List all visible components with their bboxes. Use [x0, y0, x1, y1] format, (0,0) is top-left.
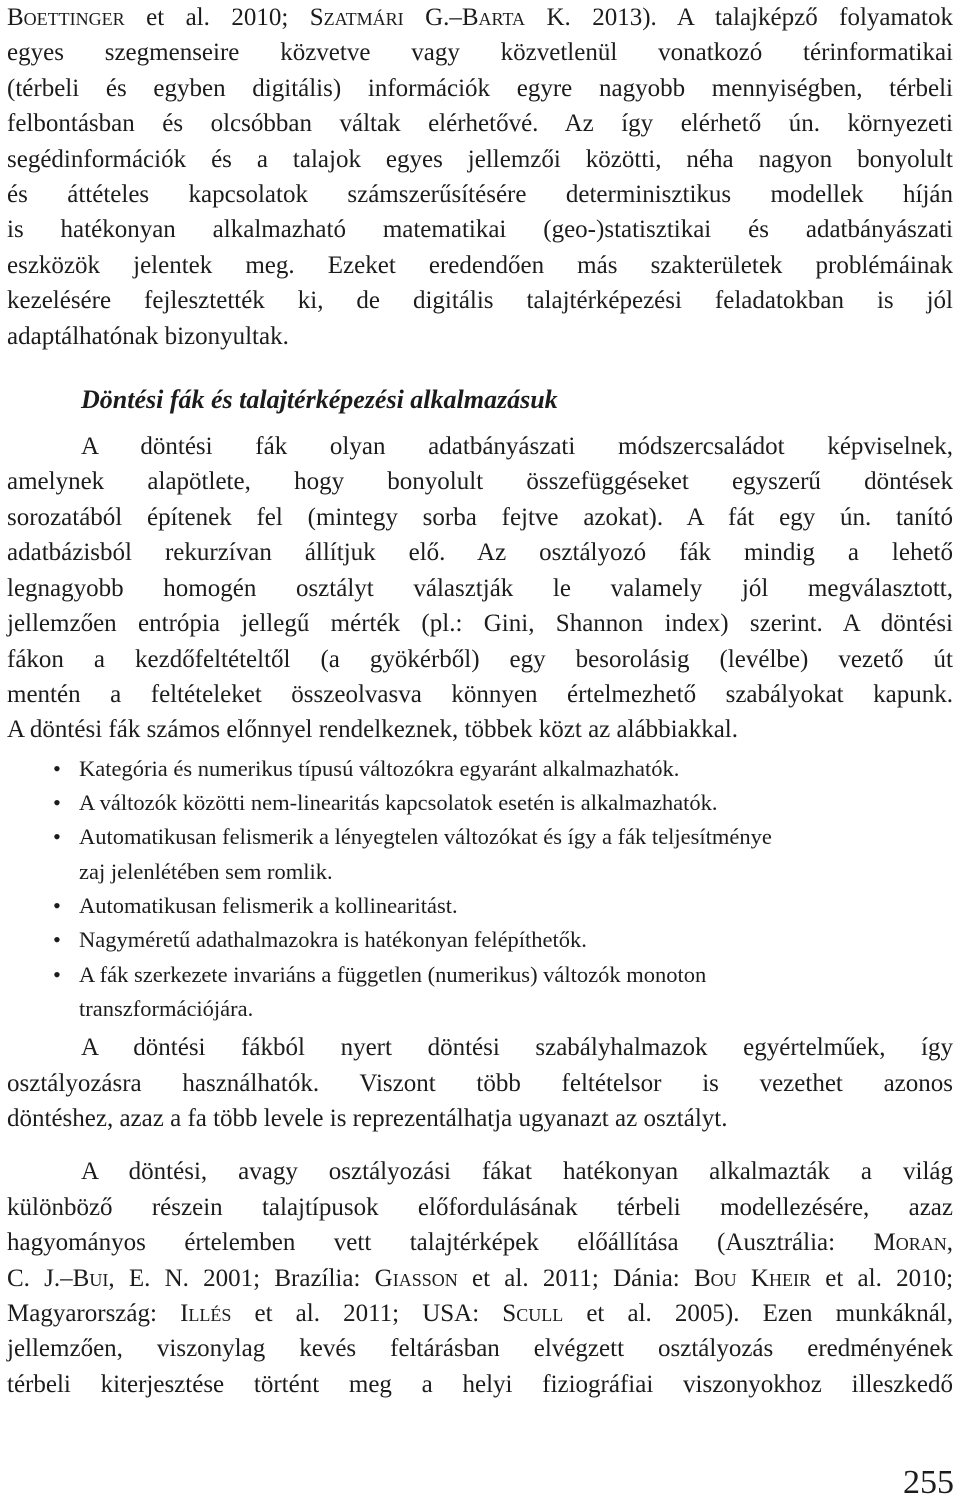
- text-line: mentén a feltételeket összeolvasva könnyen értelmezhető szabályokat kapunk.: [7, 680, 953, 708]
- author-name: Barta: [461, 4, 526, 31]
- text-line: különböző részein talajtípusok előfordulásának térbeli modellezésére, azaz: [7, 1193, 953, 1221]
- advantages-list: [7, 752, 953, 1026]
- list-item-text: A fák szerkezete invariáns a független (numerikus) változók monoton: [79, 961, 707, 987]
- author-name: Bou Kheir: [694, 1264, 811, 1292]
- author-name: Boettinger: [7, 4, 125, 31]
- text-line: A döntési fák számos előnnyel rendelkeznek, többek közt az alábbiakkal.: [7, 716, 738, 744]
- list-item: [7, 820, 953, 889]
- text-line: jellemzően entrópia jellegű mérték (pl.: Gini, Shannon index) szerint. A döntési: [7, 610, 953, 638]
- bullet-marker: •: [53, 824, 61, 850]
- list-item-text: transzformációjára.: [79, 995, 254, 1021]
- list-item-text: Automatikusan felismerik a kollinearitást.: [79, 892, 458, 918]
- author-name: Scull: [502, 1299, 564, 1327]
- author-name: Giasson: [374, 1264, 458, 1292]
- text-line: egyes szegmenseire közvetve vagy közvetlenül vonatkozó térinformatikai: [7, 39, 953, 67]
- text-line: térbeli kiterjesztése történt meg a helyi fiziográfiai viszonyokhoz illeszkedő: [7, 1370, 953, 1398]
- text-line: jellemzően, viszonylag kevés feltárásban elvégzett osztályozás eredményének: [7, 1335, 953, 1363]
- text-line: döntéshez, azaz a fa több levele is reprezentálhatja ugyanazt az osztályt.: [7, 1104, 728, 1132]
- bullet-marker: •: [53, 892, 61, 918]
- bullet-marker: •: [53, 961, 61, 987]
- author-name: Illés: [180, 1299, 232, 1327]
- paragraph-rules: [7, 1030, 953, 1136]
- text-line: A döntési fákból nyert döntési szabályhalmazok egyértelműek, így: [81, 1034, 953, 1062]
- text-line: legnagyobb homogén osztályt választják le valamely jól megválasztott,: [7, 574, 953, 602]
- text-line: hagyományos értelemben vett talajtérképek előállítása (Ausztrália: Moran,: [7, 1229, 953, 1257]
- list-item: [7, 923, 953, 957]
- list-item-text: Automatikusan felismerik a lényegtelen változókat és így a fák teljesítménye: [79, 824, 772, 850]
- page-number: 255: [903, 1464, 954, 1501]
- text-line: eszközök jelentek meg. Ezeket eredendően más szakterületek problémáinak: [7, 251, 953, 279]
- list-item: [7, 786, 953, 820]
- text-line: sorozatából építenek fel (mintegy sorba fejtve azokat). A fát egy ún. tanító: [7, 503, 953, 531]
- author-name: Szatmári: [309, 4, 404, 31]
- bullet-marker: •: [53, 790, 61, 816]
- text-line: C. J.–Bui, E. N. 2001; Brazília: Giasson et al. 2011; Dánia: Bou Kheir et al. 2010;: [7, 1264, 954, 1292]
- text-line: is hatékonyan alkalmazható matematikai (geo-)statisztikai és adatbányászati: [7, 216, 953, 244]
- list-item-text: Nagyméretű adathalmazokra is hatékonyan felépíthetők.: [79, 927, 587, 953]
- text-line: felbontásban és olcsóbban váltak elérhetővé. Az így elérhető ún. környezeti: [7, 110, 953, 138]
- paragraph-intro: [7, 0, 953, 354]
- text-line: A döntési, avagy osztályozási fákat hatékonyan alkalmazták a világ: [81, 1158, 953, 1186]
- text-line: és áttételes kapcsolatok számszerűsítésére determinisztikus modellek híján: [7, 181, 953, 209]
- list-item: [7, 958, 953, 1027]
- text-line: fákon a kezdőfeltételtől (a gyökérből) egy besorolásig (levélbe) vezető út: [7, 645, 953, 673]
- list-item: [7, 752, 953, 786]
- text-line: segédinformációk és a talajok egyes jellemzői közötti, néha nagyon bonyolult: [7, 145, 953, 173]
- list-item-text: zaj jelenlétében sem romlik.: [79, 858, 333, 884]
- list-item: [7, 889, 953, 923]
- text-line: adatbázisból rekurzívan állítjuk elő. Az osztályozó fák mindig a lehető: [7, 539, 953, 567]
- list-item-text: Kategória és numerikus típusú változókra egyaránt alkalmazhatók.: [79, 755, 680, 781]
- text-line: kezelésére fejlesztették ki, de digitális talajtérképezési feladatokban is jól: [7, 287, 953, 315]
- text-line: amelynek alapötlete, hogy bonyolult összefüggéseket egyszerű döntések: [7, 468, 953, 496]
- paragraph-decision-trees: [7, 429, 953, 748]
- paragraph-applications: [7, 1154, 953, 1402]
- author-name: Moran: [873, 1229, 947, 1257]
- list-item-text: A változók közötti nem-linearitás kapcsolatok esetén is alkalmazhatók.: [79, 790, 718, 816]
- text-line: A döntési fák olyan adatbányászati módszercsaládot képviselnek,: [81, 433, 953, 461]
- author-name: Bui: [72, 1264, 109, 1292]
- bullet-marker: •: [53, 755, 61, 781]
- text-line: osztályozásra használhatók. Viszont több feltételsor is vezethet azonos: [7, 1069, 953, 1097]
- document-page: [7, 0, 953, 1402]
- text-line: (térbeli és egyben digitális) információk egyre nagyobb mennyiségben, térbeli: [7, 74, 953, 102]
- bullet-marker: •: [53, 927, 61, 953]
- text-line: adaptálhatónak bizonyultak.: [7, 322, 289, 350]
- text-line: Boettinger et al. 2010; Szatmári G.–Barta K. 2013). A talajképző folyamatok: [7, 4, 953, 31]
- section-heading: Döntési fák és talajtérképezési alkalmazásuk: [81, 385, 558, 415]
- text-line: Magyarország: Illés et al. 2011; USA: Scull et al. 2005). Ezen munkáknál,: [7, 1299, 953, 1327]
